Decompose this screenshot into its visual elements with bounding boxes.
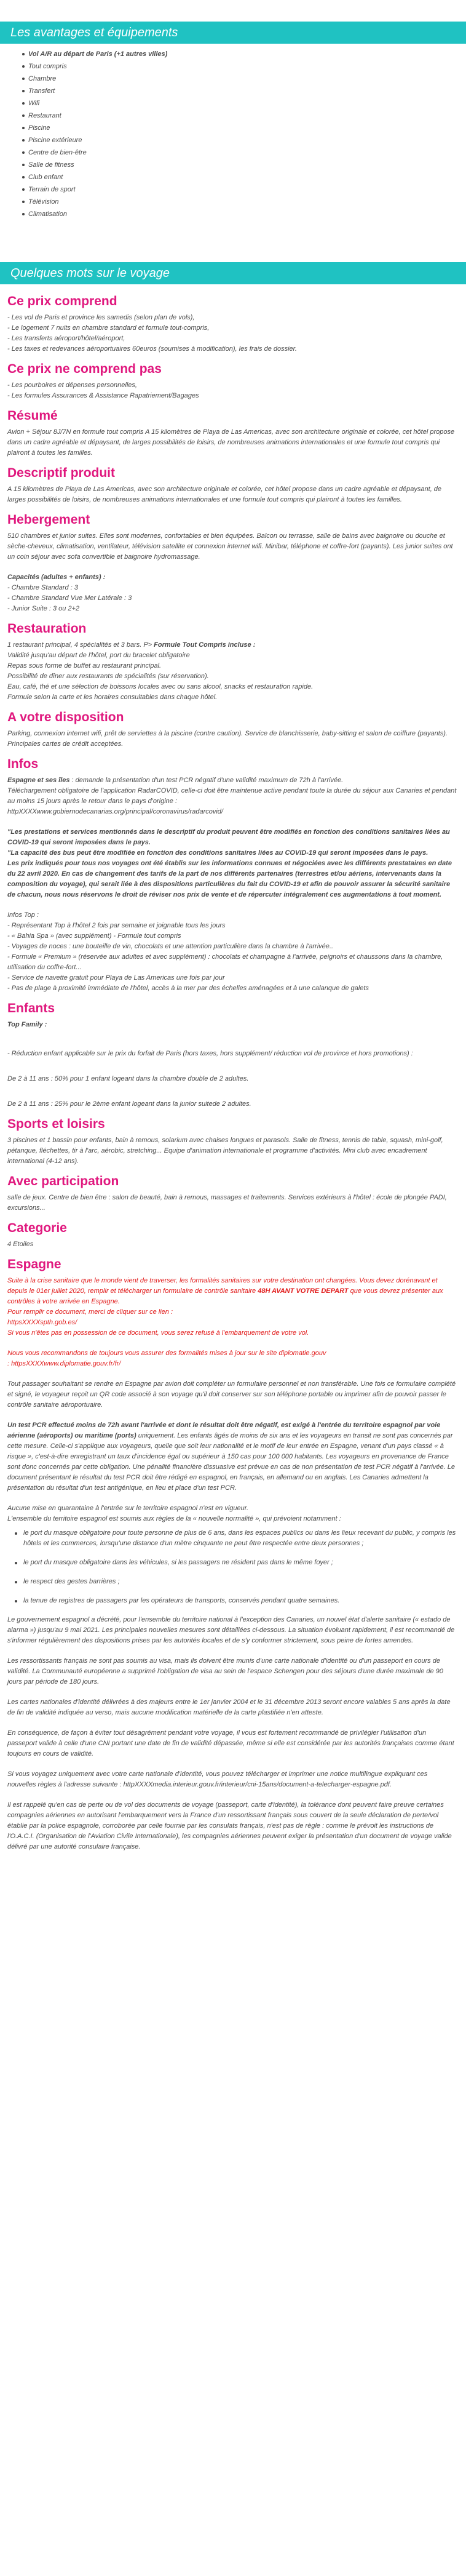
espagne-paragraph: Si vous voyagez uniquement avec votre carte nationale d'identité, vous pouvez télécharger et imprimer une notice multilingue expliquant ces nouvelles règles à l'adresse suivante : httpXXXXmedia.interieur.gouv.fr/interieur/cni-15ans/document-a-telecharger-espagne.pdf. (7, 1770, 428, 1788)
advantages-list (0, 48, 466, 220)
infos-top-line: - Pas de plage à proximité immédiate de l'hôtel, accès à la mer par des échelles aménagées et à une calanque de galets (7, 985, 369, 992)
advantage-item: Tout compris (28, 60, 466, 73)
hebergement-text: 510 chambres et junior suites. Elles sont modernes, confortables et bien équipées. Balcon ou terrasse, salle de bains avec baignoire ou douche et sèche-cheveux, climatisation, ventilateur, télévision satellite et connexion internet wifi. Minibar, téléphone et coffre-fort (payants). Les junior suites ont un coin séjour avec sofa convertible et baignoire hydromassage. (7, 532, 453, 561)
espagne-form-link[interactable]: httpsXXXXspth.gob.es/ (7, 1319, 77, 1326)
infos-heading: Infos (7, 757, 39, 771)
infos-top-line: - Voyages de noces : une bouteille de vin, chocolats et une attention particulière dans la chambre à l'arrivée.. (7, 943, 334, 950)
espagne-pcr-bold: Un test PCR effectué moins de 72h avant l'arrivée et dont le résultat doit être négatif, est exigé à l'entrée du territoire espagnol par voie aérienne (aéroports) ou maritime (ports) (7, 1422, 441, 1439)
capacity-line: - Junior Suite : 3 ou 2+2 (7, 605, 80, 612)
disposition-heading: A votre disposition (7, 710, 124, 724)
advantages-title: Les avantages et équipements (0, 22, 466, 44)
advantage-item: Vol A/R au départ de Paris (+1 autres villes) (28, 48, 466, 60)
espagne-alert-deadline: 48H AVANT VOTRE DEPART (258, 1287, 349, 1295)
prix-ne-comprend-heading: Ce prix ne comprend pas (7, 362, 162, 376)
espagne-paragraph: Les cartes nationales d'identité délivrées à des majeurs entre le 1er janvier 2004 et le 31 décembre 2013 seront encore valables 5 ans après la date de fin de validité indiquée au verso, mais aucune modification matérielle de la carte plastifiée n'en atteste. (7, 1698, 451, 1716)
espagne-alert (7, 1276, 457, 1307)
espagne-paragraph: Il est rappelé qu'en cas de perte ou de vol des documents de voyage (passeport, carte d'identité), la tolérance dont peuvent faire preuve certaines compagnies aériennes en autorisant l'embarquement vers la France d'un ressortissant français sous couvert de la seule déclaration de perte/vol établie par la police espagnole, corroborée par celle fournie par les consulats français, n'est pas de règle : comme le prévoit les instructions de l'O.A.C.I. (Organisation de l'Aviation Civile Internationale), les compagnies aériennes peuvent exiger la présentation d'un document de voyage valide délivré par une autorité consulaire française. (7, 1801, 452, 1850)
prix-ne-comprend-line: - Les formules Assurances & Assistance Rapatriement/Bagages (7, 392, 199, 399)
advantage-item: Piscine extérieure (28, 134, 466, 146)
infos-espagne-text: : demande la présentation d'un test PCR négatif d'une validité maximum de 72h à l'arrivée. (69, 777, 344, 784)
descriptif-text: A 15 kilomètres de Playa de Las Americas, avec son architecture originale et colorée, cet hôtel propose dans un cadre agréable et dépaysant, de larges possibilités de loisirs, de nombreuses animations internationales et une formule tout compris qui plairont à toutes les familles. (7, 486, 442, 503)
espagne-paragraph: En conséquence, de façon à éviter tout désagrément pendant votre voyage, il vous est fortement recommandé de privilégier l'utilisation d'un passeport valide à celle d'une CNI portant une date de fin de validité dépassée, même si elle est considérée par les autorités françaises comme étant toujours en cours de validité. (7, 1729, 454, 1758)
infos-top-line: - Formule « Premium » (réservée aux adultes et avec supplément) : chocolats et champagne à l'arrivée, peignoirs et chaussons dans la chambre, utilisation du coffre-fort... (7, 953, 443, 971)
prix-comprend-line: - Les taxes et redevances aéroportuaires 60euros (soumises à modification), les frais de dossier. (7, 345, 297, 353)
restauration-line: Validité jusqu'au départ de l'hôtel, port du bracelet obligatoire (7, 652, 190, 659)
infos-bold-paragraph: Les prix indiqués pour tous nos voyages ont été établis sur les informations connues et négociées avec les différents prestataires en date du 22 avril 2020. En cas de changement des tarifs de la part de nos différents partenaires (terrestres et/ou aériens, intervenants dans la composition du voyage), qui serait liée à des dispositions particulières du fait du COVID-19 et afin de pouvoir assurer la sécurité sanitaire de chacun, nous nous réservons le droit de réviser nos prix de vente et de répercuter intégralement ces augmentations à tout moment. (7, 860, 452, 898)
infos-espagne-label: Espagne et ses îles (7, 777, 70, 784)
enfants-heading: Enfants (7, 1001, 55, 1015)
enfants-line: De 2 à 11 ans : 50% pour 1 enfant logeant dans la chambre double de 2 adultes. (7, 1075, 249, 1082)
espagne-red-line: Si vous n'êtes pas en possession de ce document, vous serez refusé à l'embarquement de votre vol. (7, 1329, 309, 1337)
resume-text: Avion + Séjour 8J/7N en formule tout compris A 15 kilomètres de Playa de Las Americas, avec son architecture originale et colorée, cet hôtel propose dans un cadre agréable et dépaysant, de larges possibilités de loisirs, de nombreuses animations internationales et une formule tout compris qui plairont à toutes les familles. (7, 428, 455, 457)
espagne-diplomatie-link[interactable]: : httpsXXXXwww.diplomatie.gouv.fr/fr/ (7, 1360, 121, 1367)
advantage-item: Restaurant (28, 110, 466, 122)
capacity-line: - Chambre Standard : 3 (7, 584, 78, 591)
voyage-content (0, 294, 466, 1852)
prix-comprend-line: - Le logement 7 nuits en chambre standard et formule tout-compris, (7, 324, 210, 332)
espagne-rule: le port du masque obligatoire dans les véhicules, si les passagers ne résident pas dans le même foyer ; (23, 1558, 457, 1568)
espagne-heading: Espagne (7, 1257, 61, 1271)
participation-heading: Avec participation (7, 1174, 119, 1188)
restauration-formula: Formule Tout Compris incluse : (154, 641, 256, 649)
infos-top-line: - Représentant Top à l'hôtel 2 fois par semaine et joignable tous les jours (7, 922, 226, 929)
espagne-alert-text: Suite à la crise sanitaire que le monde vient de traverser, les formalités sanitaires sur votre destination ont changées. Vous devez dorénavant et depuis le 01er juillet 2020, remplir et télécharger un formulaire de contrôle sanitaire (7, 1277, 438, 1295)
infos-top-line: - Service de navette gratuit pour Playa de Las Americas une fois par jour (7, 974, 225, 982)
disposition-text: Parking, connexion internet wifi, prêt de serviettes à la piscine (contre caution). Service de blanchisserie, baby-sitting et salon de coiffure (payants). Principales cartes de crédit acceptées. (7, 730, 448, 748)
infos-covid-link[interactable]: httpXXXXwww.gobiernodecanarias.org/principal/coronavirus/radarcovid/ (7, 808, 223, 815)
espagne-paragraph: Tout passager souhaitant se rendre en Espagne par avion doit compléter un formulaire personnel et non transférable. Une fois ce formulaire complété et signé, le voyageur reçoit un QR code associé à son voyage qu'il doit conserver sur son téléphone portable ou imprimer afin de pouvoir passer le contrôle sanitaire aéroportuaire. (7, 1380, 456, 1409)
espagne-pcr-text: uniquement. Les enfants âgés de moins de six ans et les voyageurs en transit ne sont pas concernés par cette mesure. Celle-ci s'applique aux voyageurs, quelle que soit leur nationalité et le motif de leur entrée en Espagne, venant d'un pays classé « à risque », c'est-à-dire enregistrant un taux d'incidence égal ou supérieur à 150 cas pour 100 000 habitants. Les voyageurs en provenance de France sont donc concernés par cette obligation. Une pénalité financière dissuasive est prévue en cas de non présentation de test PCR négatif à l'arrivée. Le document présentant le résultat du test PCR doit être rédigé en espagnol, en français, en allemand ou en anglais. Les Canaries admettent la présentation du résultat d'un test antigénique, en lieu et place d'un test PCR. (7, 1432, 455, 1492)
prix-ne-comprend-line: - Les pourboires et dépenses personnelles, (7, 382, 137, 389)
espagne-pcr (7, 1420, 457, 1494)
advantage-item: Transfert (28, 85, 466, 97)
infos-top-title: Infos Top : (7, 911, 39, 919)
restauration-intro (7, 640, 457, 650)
espagne-paragraph: L'ensemble du territoire espagnol est soumis aux règles de la « nouvelle normalité », qui prévoient notamment : (7, 1515, 341, 1522)
advantage-item: Centre de bien-être (28, 146, 466, 159)
restauration-line: Formule selon la carte et les horaires consultables dans chaque hôtel. (7, 694, 218, 701)
advantage-item: Terrain de sport (28, 183, 466, 196)
infos-bold-paragraph: "Les prestations et services mentionnés dans le descriptif du produit peuvent être modifiés en fonction des conditions sanitaires liées au COVID-19 qui seront imposées dans le pays. (7, 828, 450, 846)
prix-comprend-heading: Ce prix comprend (7, 294, 117, 308)
hebergement-heading: Hebergement (7, 513, 90, 527)
advantage-item: Télévision (28, 196, 466, 208)
espagne-red-line: Pour remplir ce document, merci de cliquer sur ce lien : (7, 1308, 173, 1316)
capacity-title: Capacités (adultes + enfants) : (7, 574, 106, 581)
categorie-heading: Categorie (7, 1221, 67, 1235)
infos-bold-paragraph: "La capacité des bus peut être modifiée en fonction des conditions sanitaires liées au COVID-19 qui seront imposées dans le pays. (7, 849, 428, 857)
restauration-heading: Restauration (7, 622, 87, 636)
infos-covid-line: Téléchargement obligatoire de l'application RadarCOVID, celle-ci doit être maintenue active pendant toute la durée du séjour aux Canaries et pendant au moins 15 jours après le retour dans le pays d'origine : (7, 787, 457, 805)
advantage-item: Piscine (28, 122, 466, 134)
espagne-rule: la tenue de registres de passagers par les opérateurs de transports, conservés pendant quatre semaines. (23, 1596, 457, 1606)
descriptif-heading: Descriptif produit (7, 466, 116, 480)
restauration-line: Possibilité de dîner aux restaurants de spécialités (sur réservation). (7, 673, 209, 680)
espagne-rule: le port du masque obligatoire pour toute personne de plus de 6 ans, dans les espaces publics ou dans les lieux recevant du public, y compris les hôtels et les commerces, lorsqu'une distance d'un mètre cinquante ne peut être respectée entre deux personnes ; (23, 1528, 457, 1549)
advantage-item: Club enfant (28, 171, 466, 183)
espagne-paragraph: Le gouvernement espagnol a décrété, pour l'ensemble du territoire national à l'exception des Canaries, un nouvel état d'alerte sanitaire (« estado de alarma ») jusqu'au 9 mai 2021. Les principales nouvelles mesures sont détaillées ci-dessous. La situation évoluant rapidement, il est recommandé de s'informer régulièrement des dispositions prises par les autorités locales et de s'y conformer strictement, sous peine de fortes amendes. (7, 1616, 455, 1644)
espagne-rule: le respect des gestes barrières ; (23, 1577, 457, 1587)
categorie-value: 4 Etoiles (7, 1241, 34, 1248)
advantage-item: Wifi (28, 97, 466, 110)
sports-heading: Sports et loisirs (7, 1117, 105, 1131)
espagne-rules-list (7, 1528, 457, 1606)
espagne-paragraph: Aucune mise en quarantaine à l'entrée sur le territoire espagnol n'est en vigueur. (7, 1505, 249, 1512)
prix-comprend-line: - Les vol de Paris et province les samedis (selon plan de vols), (7, 314, 195, 321)
espagne-paragraph: Les ressortissants français ne sont pas soumis au visa, mais ils doivent être munis d'une carte nationale d'identité ou d'un passeport en cours de validité. La Communauté européenne a supprimé l'obligation de visa au sein de l'espace Schengen pour des séjours d'une durée maximale de 90 jours par période de 180 jours. (7, 1657, 443, 1686)
sports-text: 3 piscines et 1 bassin pour enfants, bain à remous, solarium avec chaises longues et parasols. Salle de fitness, tennis de table, squash, mini-golf, pétanque, fléchettes, tir à l'arc, aérobic, stretching... Equipe d'animation internationale et programme d'activités. Mini club avec encadrement international (4-12 ans). (7, 1137, 443, 1165)
voyage-title: Quelques mots sur le voyage (0, 262, 466, 284)
enfants-reduction: - Réduction enfant applicable sur le prix du forfait de Paris (hors taxes, hors supplément/ réduction vol de province et hors promotions) : (7, 1050, 413, 1057)
restauration-intro-text: 1 restaurant principal, 4 spécialités et 3 bars. P> (7, 641, 154, 649)
enfants-top-family: Top Family : (7, 1021, 47, 1028)
advantage-item: Climatisation (28, 208, 466, 220)
enfants-line: De 2 à 11 ans : 25% pour le 2ème enfant logeant dans la junior suitede 2 adultes. (7, 1100, 251, 1108)
participation-text: salle de jeux. Centre de bien être : salon de beauté, bain à remous, massages et traitements. Services extérieurs à l'hôtel : école de plongée PADI, excursions... (7, 1194, 447, 1212)
resume-heading: Résumé (7, 409, 58, 423)
prix-comprend-line: - Les transferts aéroport/hôtel/aéroport, (7, 335, 125, 342)
advantage-item: Chambre (28, 73, 466, 85)
infos-top-line: - « Bahia Spa » (avec supplément) - Formule tout compris (7, 932, 181, 940)
infos-espagne (7, 775, 457, 786)
restauration-line: Eau, café, thé et une sélection de boissons locales avec ou sans alcool, snacks et restauration rapide. (7, 683, 314, 690)
capacity-line: - Chambre Standard Vue Mer Latérale : 3 (7, 594, 132, 602)
espagne-alert-text-2: que vous devrez présenter aux contrôles à votre arrivée en Espagne. (7, 1287, 443, 1305)
espagne-red-line: Nous vous recommandons de toujours vous assurer des formalités mises à jour sur le site diplomatie.gouv (7, 1350, 326, 1357)
restauration-line: Repas sous forme de buffet au restaurant principal. (7, 662, 162, 670)
advantage-item: Salle de fitness (28, 159, 466, 171)
